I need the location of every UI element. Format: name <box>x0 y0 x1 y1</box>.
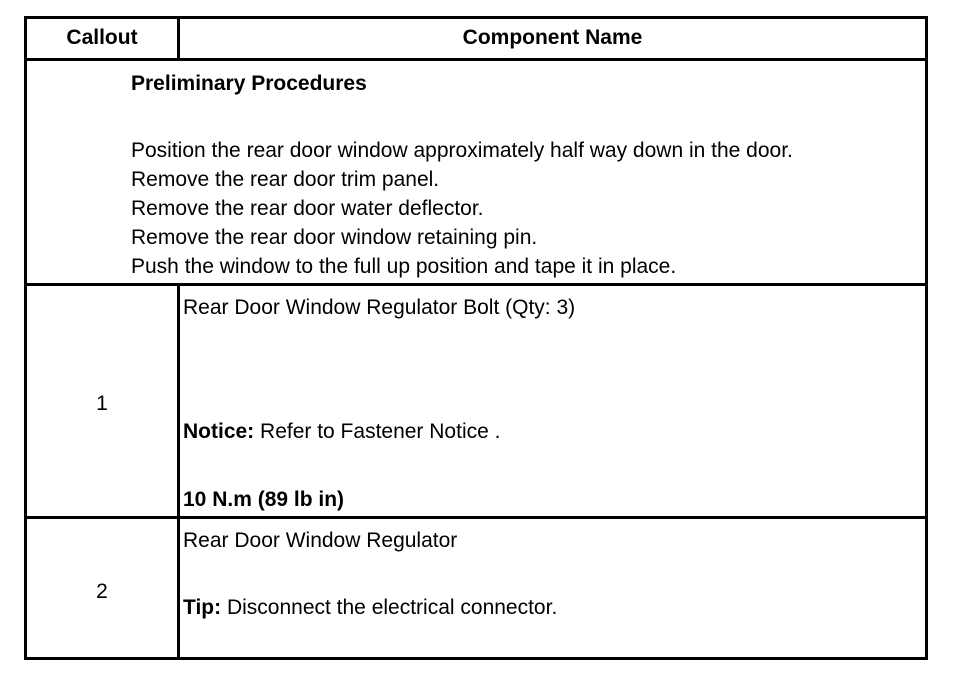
procedure-table <box>24 16 928 660</box>
preliminary-step: Remove the rear door trim panel. <box>131 168 440 191</box>
notice-line <box>183 417 500 446</box>
notice-text: Refer to Fastener Notice . <box>254 420 501 443</box>
component-name: Rear Door Window Regulator Bolt (Qty: 3) <box>183 296 576 319</box>
preliminary-step: Remove the rear door water deflector. <box>131 197 484 220</box>
header-bottom-border <box>27 58 925 61</box>
row1-bottom-border <box>27 516 925 519</box>
preliminary-step: Push the window to the full up position and tape it in place. <box>131 255 677 278</box>
preliminary-step: Remove the rear door window retaining pin. <box>131 226 538 249</box>
component-name: Rear Door Window Regulator <box>183 529 458 552</box>
preliminary-procedures-title: Preliminary Procedures <box>131 72 367 95</box>
torque-spec: 10 N.m (89 lb in) <box>183 488 345 511</box>
callout-number: 1 <box>96 392 108 415</box>
preliminary-step: Position the rear door window approximately half way down in the door. <box>131 139 793 162</box>
component-name-header: Component Name <box>462 26 643 49</box>
callout-header: Callout <box>66 26 138 49</box>
row-divider <box>177 286 180 660</box>
tip-line <box>183 593 557 622</box>
tip-label: Tip: <box>183 596 222 619</box>
tip-text: Disconnect the electrical connector. <box>221 596 558 619</box>
notice-label: Notice: <box>183 420 255 443</box>
preliminary-bottom-border <box>27 283 925 286</box>
callout-number: 2 <box>96 580 108 603</box>
header-divider <box>177 19 180 59</box>
